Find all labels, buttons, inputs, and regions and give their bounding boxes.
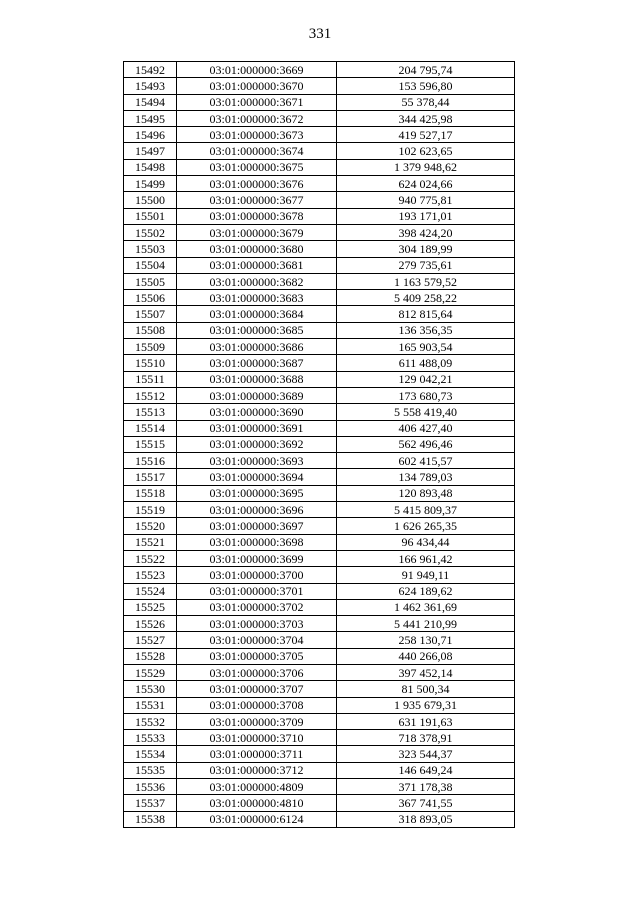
row-number-cell: 15492 [124, 62, 177, 78]
row-number-cell: 15533 [124, 730, 177, 746]
cadastral-number-cell: 03:01:000000:3697 [177, 518, 337, 534]
row-number-cell: 15528 [124, 648, 177, 664]
row-number-cell: 15519 [124, 502, 177, 518]
cadastral-number-cell: 03:01:000000:3696 [177, 502, 337, 518]
row-number-cell: 15532 [124, 713, 177, 729]
row-number-cell: 15524 [124, 583, 177, 599]
value-cell: 120 893,48 [337, 485, 515, 501]
row-number-cell: 15530 [124, 681, 177, 697]
table-row [124, 420, 515, 436]
value-cell: 1 462 361,69 [337, 599, 515, 615]
value-cell: 406 427,40 [337, 420, 515, 436]
row-number-cell: 15521 [124, 534, 177, 550]
table-row [124, 762, 515, 778]
table-row [124, 599, 515, 615]
cadastral-number-cell: 03:01:000000:3674 [177, 143, 337, 159]
value-cell: 812 815,64 [337, 306, 515, 322]
value-cell: 344 425,98 [337, 110, 515, 126]
cadastral-number-cell: 03:01:000000:3686 [177, 339, 337, 355]
row-number-cell: 15517 [124, 469, 177, 485]
row-number-cell: 15493 [124, 78, 177, 94]
row-number-cell: 15507 [124, 306, 177, 322]
row-number-cell: 15520 [124, 518, 177, 534]
row-number-cell: 15501 [124, 208, 177, 224]
table-row [124, 127, 515, 143]
cadastral-number-cell: 03:01:000000:3678 [177, 208, 337, 224]
table-row [124, 534, 515, 550]
table-row [124, 143, 515, 159]
value-cell: 258 130,71 [337, 632, 515, 648]
value-cell: 323 544,37 [337, 746, 515, 762]
table-row [124, 502, 515, 518]
row-number-cell: 15538 [124, 811, 177, 827]
table-row [124, 469, 515, 485]
cadastral-number-cell: 03:01:000000:3707 [177, 681, 337, 697]
table-row [124, 241, 515, 257]
cadastral-table [123, 61, 515, 828]
row-number-cell: 15522 [124, 550, 177, 566]
table-row [124, 616, 515, 632]
table-row [124, 713, 515, 729]
row-number-cell: 15502 [124, 224, 177, 240]
table-row [124, 550, 515, 566]
cadastral-number-cell: 03:01:000000:3671 [177, 94, 337, 110]
table-row [124, 697, 515, 713]
cadastral-number-cell: 03:01:000000:3680 [177, 241, 337, 257]
value-cell: 367 741,55 [337, 795, 515, 811]
row-number-cell: 15496 [124, 127, 177, 143]
table-row [124, 62, 515, 78]
value-cell: 318 893,05 [337, 811, 515, 827]
row-number-cell: 15497 [124, 143, 177, 159]
table-row [124, 94, 515, 110]
value-cell: 166 961,42 [337, 550, 515, 566]
table-row [124, 224, 515, 240]
value-cell: 204 795,74 [337, 62, 515, 78]
table-row [124, 485, 515, 501]
table-row [124, 78, 515, 94]
row-number-cell: 15516 [124, 453, 177, 469]
row-number-cell: 15515 [124, 436, 177, 452]
row-number-cell: 15504 [124, 257, 177, 273]
value-cell: 136 356,35 [337, 322, 515, 338]
cadastral-number-cell: 03:01:000000:3675 [177, 159, 337, 175]
row-number-cell: 15503 [124, 241, 177, 257]
value-cell: 5 441 210,99 [337, 616, 515, 632]
cadastral-number-cell: 03:01:000000:4810 [177, 795, 337, 811]
table-body [124, 62, 515, 828]
row-number-cell: 15514 [124, 420, 177, 436]
table-row [124, 664, 515, 680]
cadastral-number-cell: 03:01:000000:3710 [177, 730, 337, 746]
row-number-cell: 15511 [124, 371, 177, 387]
value-cell: 129 042,21 [337, 371, 515, 387]
cadastral-number-cell: 03:01:000000:3673 [177, 127, 337, 143]
value-cell: 91 949,11 [337, 567, 515, 583]
table-row [124, 339, 515, 355]
table-row [124, 746, 515, 762]
cadastral-number-cell: 03:01:000000:3690 [177, 404, 337, 420]
row-number-cell: 15527 [124, 632, 177, 648]
table-row [124, 159, 515, 175]
value-cell: 279 735,61 [337, 257, 515, 273]
row-number-cell: 15506 [124, 290, 177, 306]
table-row [124, 730, 515, 746]
cadastral-number-cell: 03:01:000000:3693 [177, 453, 337, 469]
cadastral-number-cell: 03:01:000000:3682 [177, 273, 337, 289]
table-row [124, 567, 515, 583]
value-cell: 1 935 679,31 [337, 697, 515, 713]
cadastral-number-cell: 03:01:000000:6124 [177, 811, 337, 827]
row-number-cell: 15523 [124, 567, 177, 583]
cadastral-number-cell: 03:01:000000:3689 [177, 387, 337, 403]
table-row [124, 273, 515, 289]
value-cell: 419 527,17 [337, 127, 515, 143]
value-cell: 304 189,99 [337, 241, 515, 257]
value-cell: 153 596,80 [337, 78, 515, 94]
cadastral-number-cell: 03:01:000000:3670 [177, 78, 337, 94]
value-cell: 146 649,24 [337, 762, 515, 778]
cadastral-number-cell: 03:01:000000:3712 [177, 762, 337, 778]
value-cell: 193 171,01 [337, 208, 515, 224]
value-cell: 631 191,63 [337, 713, 515, 729]
value-cell: 624 189,62 [337, 583, 515, 599]
cadastral-number-cell: 03:01:000000:3701 [177, 583, 337, 599]
row-number-cell: 15534 [124, 746, 177, 762]
cadastral-number-cell: 03:01:000000:3703 [177, 616, 337, 632]
cadastral-number-cell: 03:01:000000:3687 [177, 355, 337, 371]
row-number-cell: 15526 [124, 616, 177, 632]
value-cell: 173 680,73 [337, 387, 515, 403]
value-cell: 602 415,57 [337, 453, 515, 469]
cadastral-number-cell: 03:01:000000:3683 [177, 290, 337, 306]
cadastral-number-cell: 03:01:000000:3679 [177, 224, 337, 240]
table-row [124, 306, 515, 322]
row-number-cell: 15537 [124, 795, 177, 811]
value-cell: 5 558 419,40 [337, 404, 515, 420]
value-cell: 165 903,54 [337, 339, 515, 355]
row-number-cell: 15531 [124, 697, 177, 713]
value-cell: 718 378,91 [337, 730, 515, 746]
row-number-cell: 15525 [124, 599, 177, 615]
value-cell: 562 496,46 [337, 436, 515, 452]
value-cell: 611 488,09 [337, 355, 515, 371]
cadastral-number-cell: 03:01:000000:3688 [177, 371, 337, 387]
row-number-cell: 15505 [124, 273, 177, 289]
cadastral-number-cell: 03:01:000000:3709 [177, 713, 337, 729]
cadastral-number-cell: 03:01:000000:3704 [177, 632, 337, 648]
row-number-cell: 15495 [124, 110, 177, 126]
table-row [124, 176, 515, 192]
cadastral-number-cell: 03:01:000000:3706 [177, 664, 337, 680]
value-cell: 1 163 579,52 [337, 273, 515, 289]
row-number-cell: 15529 [124, 664, 177, 680]
row-number-cell: 15509 [124, 339, 177, 355]
row-number-cell: 15510 [124, 355, 177, 371]
value-cell: 96 434,44 [337, 534, 515, 550]
row-number-cell: 15494 [124, 94, 177, 110]
row-number-cell: 15536 [124, 779, 177, 795]
cadastral-number-cell: 03:01:000000:3705 [177, 648, 337, 664]
value-cell: 102 623,65 [337, 143, 515, 159]
value-cell: 398 424,20 [337, 224, 515, 240]
cadastral-number-cell: 03:01:000000:3711 [177, 746, 337, 762]
row-number-cell: 15535 [124, 762, 177, 778]
cadastral-number-cell: 03:01:000000:3681 [177, 257, 337, 273]
table-row [124, 779, 515, 795]
value-cell: 397 452,14 [337, 664, 515, 680]
cadastral-number-cell: 03:01:000000:3708 [177, 697, 337, 713]
table-row [124, 290, 515, 306]
value-cell: 940 775,81 [337, 192, 515, 208]
table-row [124, 453, 515, 469]
value-cell: 5 415 809,37 [337, 502, 515, 518]
cadastral-number-cell: 03:01:000000:3702 [177, 599, 337, 615]
table-row [124, 518, 515, 534]
cadastral-number-cell: 03:01:000000:4809 [177, 779, 337, 795]
table-row [124, 648, 515, 664]
table-row [124, 257, 515, 273]
table-row [124, 811, 515, 827]
cadastral-number-cell: 03:01:000000:3677 [177, 192, 337, 208]
cadastral-number-cell: 03:01:000000:3694 [177, 469, 337, 485]
row-number-cell: 15498 [124, 159, 177, 175]
cadastral-number-cell: 03:01:000000:3699 [177, 550, 337, 566]
table-row [124, 387, 515, 403]
cadastral-number-cell: 03:01:000000:3684 [177, 306, 337, 322]
row-number-cell: 15508 [124, 322, 177, 338]
table-row [124, 583, 515, 599]
table-row [124, 192, 515, 208]
value-cell: 440 266,08 [337, 648, 515, 664]
cadastral-number-cell: 03:01:000000:3691 [177, 420, 337, 436]
cadastral-number-cell: 03:01:000000:3669 [177, 62, 337, 78]
value-cell: 134 789,03 [337, 469, 515, 485]
table-row [124, 371, 515, 387]
table-row [124, 322, 515, 338]
table-row [124, 208, 515, 224]
cadastral-number-cell: 03:01:000000:3695 [177, 485, 337, 501]
row-number-cell: 15512 [124, 387, 177, 403]
cadastral-number-cell: 03:01:000000:3700 [177, 567, 337, 583]
table-row [124, 632, 515, 648]
cadastral-number-cell: 03:01:000000:3672 [177, 110, 337, 126]
cadastral-number-cell: 03:01:000000:3698 [177, 534, 337, 550]
value-cell: 5 409 258,22 [337, 290, 515, 306]
row-number-cell: 15518 [124, 485, 177, 501]
row-number-cell: 15513 [124, 404, 177, 420]
cadastral-number-cell: 03:01:000000:3692 [177, 436, 337, 452]
cadastral-number-cell: 03:01:000000:3685 [177, 322, 337, 338]
table-row [124, 355, 515, 371]
table-row [124, 110, 515, 126]
value-cell: 371 178,38 [337, 779, 515, 795]
value-cell: 1 379 948,62 [337, 159, 515, 175]
value-cell: 1 626 265,35 [337, 518, 515, 534]
table-row [124, 404, 515, 420]
row-number-cell: 15499 [124, 176, 177, 192]
table-row [124, 681, 515, 697]
value-cell: 624 024,66 [337, 176, 515, 192]
page-number: 331 [308, 26, 332, 42]
row-number-cell: 15500 [124, 192, 177, 208]
cadastral-number-cell: 03:01:000000:3676 [177, 176, 337, 192]
value-cell: 55 378,44 [337, 94, 515, 110]
value-cell: 81 500,34 [337, 681, 515, 697]
table-row [124, 436, 515, 452]
table-row [124, 795, 515, 811]
